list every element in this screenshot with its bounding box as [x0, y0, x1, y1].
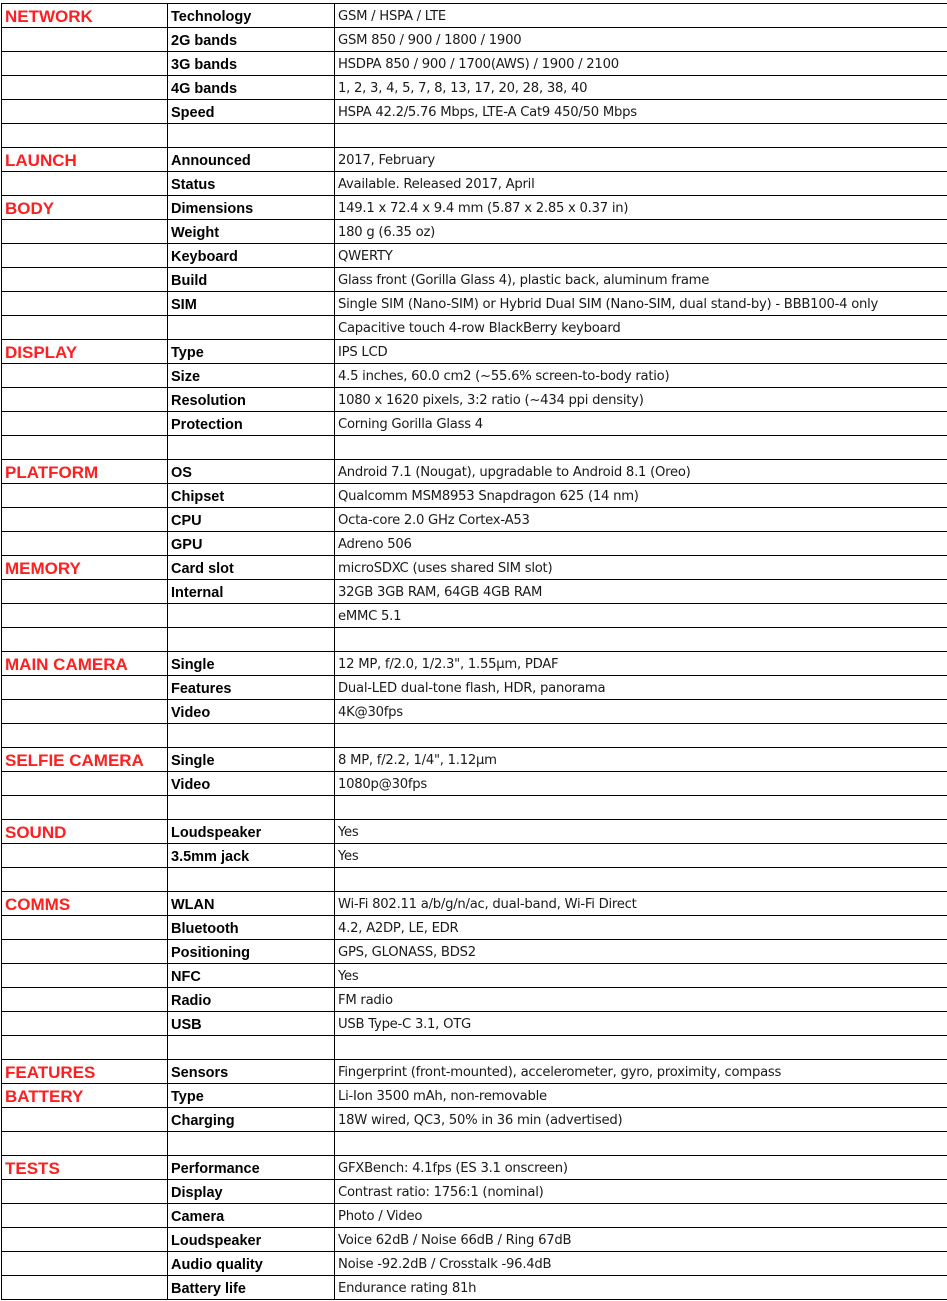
spec-name-cell: Loudspeaker	[168, 820, 335, 844]
category-cell: SELFIE CAMERA	[2, 748, 168, 772]
category-cell: MEMORY	[2, 556, 168, 580]
category-cell	[2, 604, 168, 628]
spec-row	[2, 820, 947, 844]
spec-name-cell	[168, 724, 335, 748]
category-cell	[2, 724, 168, 748]
spec-row	[2, 508, 947, 532]
spec-value-cell: 12 MP, f/2.0, 1/2.3", 1.55µm, PDAF	[335, 652, 947, 676]
category-cell	[2, 916, 168, 940]
spec-row	[2, 388, 947, 412]
spec-row	[2, 652, 947, 676]
spec-value-cell: QWERTY	[335, 244, 947, 268]
spec-value-cell: Fingerprint (front-mounted), accelerometer, gyro, proximity, compass	[335, 1060, 947, 1084]
spec-row	[2, 340, 947, 364]
category-cell: PLATFORM	[2, 460, 168, 484]
spec-value-cell: 2017, February	[335, 148, 947, 172]
spec-name-cell: Protection	[168, 412, 335, 436]
spec-row	[2, 1132, 947, 1156]
spec-name-cell: CPU	[168, 508, 335, 532]
spec-name-cell	[168, 124, 335, 148]
spec-value-cell: 4.5 inches, 60.0 cm2 (~55.6% screen-to-body ratio)	[335, 364, 947, 388]
spec-row	[2, 628, 947, 652]
spec-row	[2, 964, 947, 988]
spec-name-cell: GPU	[168, 532, 335, 556]
category-cell	[2, 700, 168, 724]
spec-row	[2, 940, 947, 964]
spec-value-cell: Yes	[335, 844, 947, 868]
spec-name-cell: Build	[168, 268, 335, 292]
spec-name-cell: Positioning	[168, 940, 335, 964]
spec-name-cell: OS	[168, 460, 335, 484]
category-cell	[2, 316, 168, 340]
spec-value-cell	[335, 628, 947, 652]
spec-row	[2, 580, 947, 604]
category-cell	[2, 1036, 168, 1060]
spec-table	[1, 3, 947, 1300]
spec-value-cell: Wi-Fi 802.11 a/b/g/n/ac, dual-band, Wi-Fi Direct	[335, 892, 947, 916]
spec-value-cell: Capacitive touch 4-row BlackBerry keyboard	[335, 316, 947, 340]
spec-row	[2, 460, 947, 484]
spec-row	[2, 1084, 947, 1108]
spec-name-cell: Keyboard	[168, 244, 335, 268]
spec-name-cell	[168, 316, 335, 340]
category-cell: BODY	[2, 196, 168, 220]
spec-name-cell	[168, 1132, 335, 1156]
spec-row	[2, 364, 947, 388]
spec-value-cell: Voice 62dB / Noise 66dB / Ring 67dB	[335, 1228, 947, 1252]
category-cell	[2, 844, 168, 868]
category-cell	[2, 100, 168, 124]
spec-value-cell	[335, 796, 947, 820]
spec-name-cell: Announced	[168, 148, 335, 172]
spec-name-cell: Single	[168, 652, 335, 676]
spec-value-cell: 18W wired, QC3, 50% in 36 min (advertised)	[335, 1108, 947, 1132]
spec-row	[2, 700, 947, 724]
spec-row	[2, 52, 947, 76]
category-cell	[2, 628, 168, 652]
category-cell: MAIN CAMERA	[2, 652, 168, 676]
spec-name-cell: Internal	[168, 580, 335, 604]
spec-value-cell: microSDXC (uses shared SIM slot)	[335, 556, 947, 580]
spec-row	[2, 748, 947, 772]
category-cell	[2, 580, 168, 604]
spec-name-cell: Video	[168, 700, 335, 724]
spec-name-cell: Type	[168, 340, 335, 364]
category-cell: NETWORK	[2, 4, 168, 28]
spec-name-cell: Sensors	[168, 1060, 335, 1084]
spec-name-cell: NFC	[168, 964, 335, 988]
spec-value-cell: Noise -92.2dB / Crosstalk -96.4dB	[335, 1252, 947, 1276]
spec-name-cell: WLAN	[168, 892, 335, 916]
spec-name-cell: Resolution	[168, 388, 335, 412]
spec-value-cell: Li-Ion 3500 mAh, non-removable	[335, 1084, 947, 1108]
spec-value-cell: 1, 2, 3, 4, 5, 7, 8, 13, 17, 20, 28, 38, 40	[335, 76, 947, 100]
spec-name-cell: Dimensions	[168, 196, 335, 220]
spec-value-cell: Glass front (Gorilla Glass 4), plastic back, aluminum frame	[335, 268, 947, 292]
category-cell: SOUND	[2, 820, 168, 844]
spec-row	[2, 220, 947, 244]
spec-value-cell: GFXBench: 4.1fps (ES 3.1 onscreen)	[335, 1156, 947, 1180]
category-cell	[2, 436, 168, 460]
spec-value-cell: FM radio	[335, 988, 947, 1012]
spec-row	[2, 292, 947, 316]
category-cell	[2, 172, 168, 196]
spec-value-cell: 32GB 3GB RAM, 64GB 4GB RAM	[335, 580, 947, 604]
spec-value-cell: Contrast ratio: 1756:1 (nominal)	[335, 1180, 947, 1204]
spec-name-cell: Camera	[168, 1204, 335, 1228]
spec-row	[2, 100, 947, 124]
spec-name-cell: Weight	[168, 220, 335, 244]
spec-name-cell	[168, 628, 335, 652]
category-cell	[2, 508, 168, 532]
spec-value-cell: GSM / HSPA / LTE	[335, 4, 947, 28]
spec-value-cell: Qualcomm MSM8953 Snapdragon 625 (14 nm)	[335, 484, 947, 508]
spec-row	[2, 796, 947, 820]
category-cell	[2, 1204, 168, 1228]
category-cell: DISPLAY	[2, 340, 168, 364]
spec-value-cell: eMMC 5.1	[335, 604, 947, 628]
spec-value-cell: 149.1 x 72.4 x 9.4 mm (5.87 x 2.85 x 0.37 in)	[335, 196, 947, 220]
spec-row	[2, 124, 947, 148]
spec-name-cell: USB	[168, 1012, 335, 1036]
spec-row	[2, 556, 947, 580]
spec-row	[2, 1180, 947, 1204]
spec-name-cell: Speed	[168, 100, 335, 124]
spec-name-cell: Radio	[168, 988, 335, 1012]
spec-value-cell	[335, 1132, 947, 1156]
spec-row	[2, 1276, 947, 1300]
spec-row	[2, 1036, 947, 1060]
spec-name-cell	[168, 796, 335, 820]
spec-row	[2, 28, 947, 52]
spec-name-cell: SIM	[168, 292, 335, 316]
spec-row	[2, 772, 947, 796]
spec-value-cell	[335, 724, 947, 748]
spec-value-cell: 8 MP, f/2.2, 1/4", 1.12µm	[335, 748, 947, 772]
spec-name-cell: Video	[168, 772, 335, 796]
spec-name-cell: 3G bands	[168, 52, 335, 76]
spec-row	[2, 1228, 947, 1252]
spec-row	[2, 1012, 947, 1036]
spec-value-cell: 1080p@30fps	[335, 772, 947, 796]
spec-value-cell	[335, 868, 947, 892]
spec-value-cell: Endurance rating 81h	[335, 1276, 947, 1300]
category-cell	[2, 796, 168, 820]
spec-value-cell: 180 g (6.35 oz)	[335, 220, 947, 244]
spec-value-cell: GSM 850 / 900 / 1800 / 1900	[335, 28, 947, 52]
category-cell	[2, 76, 168, 100]
spec-name-cell: Card slot	[168, 556, 335, 580]
spec-name-cell: Single	[168, 748, 335, 772]
spec-row	[2, 4, 947, 28]
category-cell	[2, 676, 168, 700]
category-cell	[2, 1276, 168, 1300]
spec-name-cell: 3.5mm jack	[168, 844, 335, 868]
category-cell	[2, 52, 168, 76]
spec-name-cell	[168, 604, 335, 628]
spec-value-cell: Photo / Video	[335, 1204, 947, 1228]
spec-name-cell: Chipset	[168, 484, 335, 508]
spec-table-body	[2, 4, 947, 1300]
spec-name-cell	[168, 1036, 335, 1060]
category-cell: COMMS	[2, 892, 168, 916]
category-cell: FEATURES	[2, 1060, 168, 1084]
spec-row	[2, 1252, 947, 1276]
spec-value-cell: Yes	[335, 964, 947, 988]
category-cell	[2, 940, 168, 964]
spec-name-cell: Battery life	[168, 1276, 335, 1300]
spec-row	[2, 172, 947, 196]
spec-name-cell: Features	[168, 676, 335, 700]
spec-row	[2, 1060, 947, 1084]
spec-row	[2, 76, 947, 100]
category-cell	[2, 1180, 168, 1204]
category-cell	[2, 988, 168, 1012]
category-cell	[2, 268, 168, 292]
spec-row	[2, 532, 947, 556]
spec-row	[2, 484, 947, 508]
category-cell: TESTS	[2, 1156, 168, 1180]
category-cell	[2, 772, 168, 796]
spec-name-cell: Audio quality	[168, 1252, 335, 1276]
spec-row	[2, 1156, 947, 1180]
spec-row	[2, 412, 947, 436]
spec-row	[2, 268, 947, 292]
spec-name-cell: Loudspeaker	[168, 1228, 335, 1252]
spec-value-cell	[335, 1036, 947, 1060]
spec-name-cell	[168, 868, 335, 892]
spec-value-cell: HSPA 42.2/5.76 Mbps, LTE-A Cat9 450/50 Mbps	[335, 100, 947, 124]
spec-row	[2, 724, 947, 748]
spec-row	[2, 244, 947, 268]
spec-value-cell: Corning Gorilla Glass 4	[335, 412, 947, 436]
spec-value-cell: Available. Released 2017, April	[335, 172, 947, 196]
spec-name-cell: Technology	[168, 4, 335, 28]
category-cell	[2, 292, 168, 316]
category-cell	[2, 1108, 168, 1132]
category-cell	[2, 868, 168, 892]
spec-name-cell: 2G bands	[168, 28, 335, 52]
spec-row	[2, 916, 947, 940]
spec-value-cell: Adreno 506	[335, 532, 947, 556]
spec-name-cell: Size	[168, 364, 335, 388]
category-cell	[2, 28, 168, 52]
spec-value-cell: Single SIM (Nano-SIM) or Hybrid Dual SIM (Nano-SIM, dual stand-by) - BBB100-4 only	[335, 292, 947, 316]
category-cell	[2, 388, 168, 412]
spec-row	[2, 988, 947, 1012]
spec-name-cell: Bluetooth	[168, 916, 335, 940]
spec-value-cell: 1080 x 1620 pixels, 3:2 ratio (~434 ppi density)	[335, 388, 947, 412]
spec-row	[2, 196, 947, 220]
spec-value-cell: Android 7.1 (Nougat), upgradable to Android 8.1 (Oreo)	[335, 460, 947, 484]
spec-row	[2, 436, 947, 460]
category-cell	[2, 1132, 168, 1156]
category-cell	[2, 1228, 168, 1252]
category-cell	[2, 964, 168, 988]
spec-value-cell: 4K@30fps	[335, 700, 947, 724]
spec-name-cell: Status	[168, 172, 335, 196]
spec-name-cell: Display	[168, 1180, 335, 1204]
spec-value-cell: IPS LCD	[335, 340, 947, 364]
category-cell	[2, 220, 168, 244]
spec-name-cell: Type	[168, 1084, 335, 1108]
spec-value-cell: Octa-core 2.0 GHz Cortex-A53	[335, 508, 947, 532]
spec-row	[2, 1204, 947, 1228]
category-cell	[2, 412, 168, 436]
spec-row	[2, 676, 947, 700]
spec-value-cell: Yes	[335, 820, 947, 844]
spec-value-cell: HSDPA 850 / 900 / 1700(AWS) / 1900 / 2100	[335, 52, 947, 76]
category-cell: LAUNCH	[2, 148, 168, 172]
spec-name-cell: Performance	[168, 1156, 335, 1180]
spec-name-cell: 4G bands	[168, 76, 335, 100]
category-cell	[2, 364, 168, 388]
spec-value-cell: 4.2, A2DP, LE, EDR	[335, 916, 947, 940]
spec-value-cell: Dual-LED dual-tone flash, HDR, panorama	[335, 676, 947, 700]
spec-row	[2, 868, 947, 892]
spec-value-cell	[335, 124, 947, 148]
spec-name-cell	[168, 436, 335, 460]
spec-value-cell: GPS, GLONASS, BDS2	[335, 940, 947, 964]
category-cell	[2, 244, 168, 268]
spec-row	[2, 316, 947, 340]
spec-name-cell: Charging	[168, 1108, 335, 1132]
category-cell	[2, 1252, 168, 1276]
spec-row	[2, 844, 947, 868]
category-cell	[2, 1012, 168, 1036]
category-cell	[2, 484, 168, 508]
category-cell: BATTERY	[2, 1084, 168, 1108]
spec-row	[2, 1108, 947, 1132]
spec-row	[2, 604, 947, 628]
spec-value-cell	[335, 436, 947, 460]
spec-row	[2, 148, 947, 172]
spec-value-cell: USB Type-C 3.1, OTG	[335, 1012, 947, 1036]
spec-row	[2, 892, 947, 916]
category-cell	[2, 124, 168, 148]
category-cell	[2, 532, 168, 556]
